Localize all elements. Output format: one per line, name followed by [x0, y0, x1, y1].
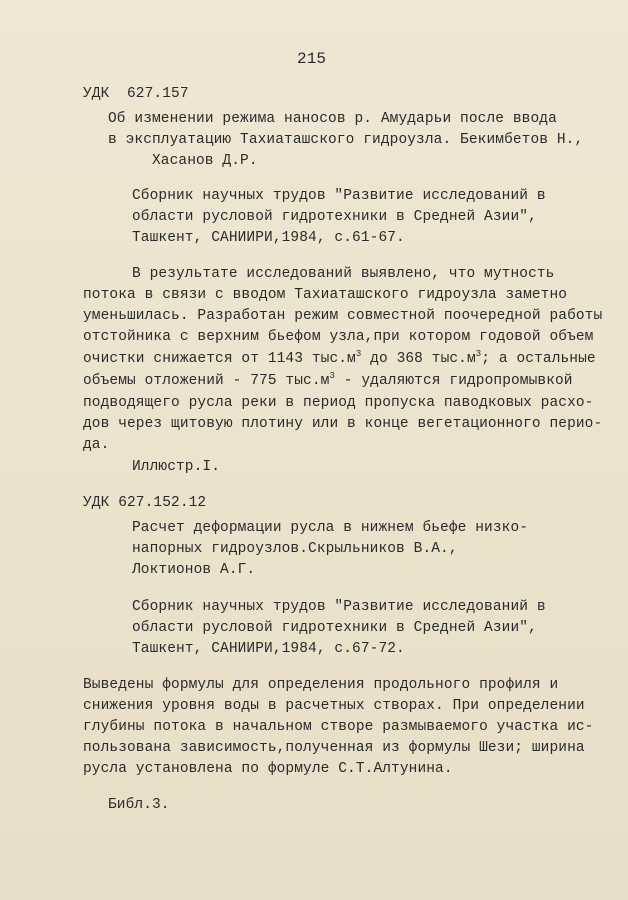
udk-code: УДК 627.152.12: [83, 495, 207, 511]
abstract-line: Выведены формулы для определения продольного профиля и: [83, 677, 559, 693]
note-line: Библ.3.: [108, 797, 170, 813]
source-line: Ташкент, САНИИРИ,1984, с.61-67.: [132, 230, 405, 246]
text-fragment: очистки снижается от 1143 тыс.м: [83, 351, 356, 367]
superscript: 3: [475, 349, 482, 359]
text-fragment: ; а остальные: [481, 351, 596, 367]
page-number: 215: [297, 50, 327, 68]
abstract-line: дов через щитовую плотину или в конце вегетационного перио-: [83, 416, 603, 432]
source-line: Ташкент, САНИИРИ,1984, с.67-72.: [132, 641, 405, 657]
entry-title-line: Об изменении режима наносов р. Амударьи после ввода: [108, 111, 557, 127]
entry-title-line: в эксплуатацию Тахиаташского гидроузла. Бекимбетов Н.,: [108, 132, 584, 148]
abstract-line-with-superscripts: [83, 372, 573, 390]
source-line: Сборник научных трудов "Развитие исследований в: [132, 599, 546, 615]
text-fragment: объемы отложений - 775 тыс.м: [83, 373, 330, 389]
superscript: 3: [329, 371, 335, 381]
text-fragment: - удаляются гидропромывкой: [334, 373, 573, 389]
note-line: Иллюстр.I.: [132, 459, 221, 475]
abstract-line: потока в связи с вводом Тахиаташского гидроузла заметно: [83, 287, 568, 303]
udk-code: УДК 627.157: [83, 86, 189, 102]
source-line: области русловой гидротехники в Средней Азии",: [132, 620, 537, 636]
abstract-line-with-superscripts: [83, 350, 596, 368]
abstract-line: отстойника с верхним бьефом узла,при котором годовой объем: [83, 329, 594, 345]
abstract-line: снижения уровня воды в расчетных створах. При определении: [83, 698, 585, 714]
abstract-line: глубины потока в начальном створе размываемого участка ис-: [83, 719, 594, 735]
source-line: области русловой гидротехники в Средней Азии",: [132, 209, 537, 225]
entry-title-line: Расчет деформации русла в нижнем бьефе низко-: [132, 520, 529, 536]
abstract-line: русла установлена по формуле С.Т.Алтунина.: [83, 761, 453, 777]
entry-title-line: напорных гидроузлов.Скрыльников В.А.,: [132, 541, 458, 557]
entry-title-line: Локтионов А.Г.: [132, 562, 256, 578]
abstract-line: да.: [83, 437, 110, 453]
superscript: 3: [355, 349, 362, 359]
abstract-line: уменьшилась. Разработан режим совместной поочередной работы: [83, 308, 603, 324]
abstract-line: В результате исследований выявлено, что мутность: [132, 266, 555, 282]
source-line: Сборник научных трудов "Развитие исследований в: [132, 188, 546, 204]
text-fragment: до 368 тыс.м: [361, 351, 476, 367]
entry-title-line: Хасанов Д.Р.: [152, 153, 258, 169]
abstract-line: пользована зависимость,полученная из формулы Шези; ширина: [83, 740, 585, 756]
abstract-line: подводящего русла реки в период пропуска паводковых расхо-: [83, 395, 594, 411]
